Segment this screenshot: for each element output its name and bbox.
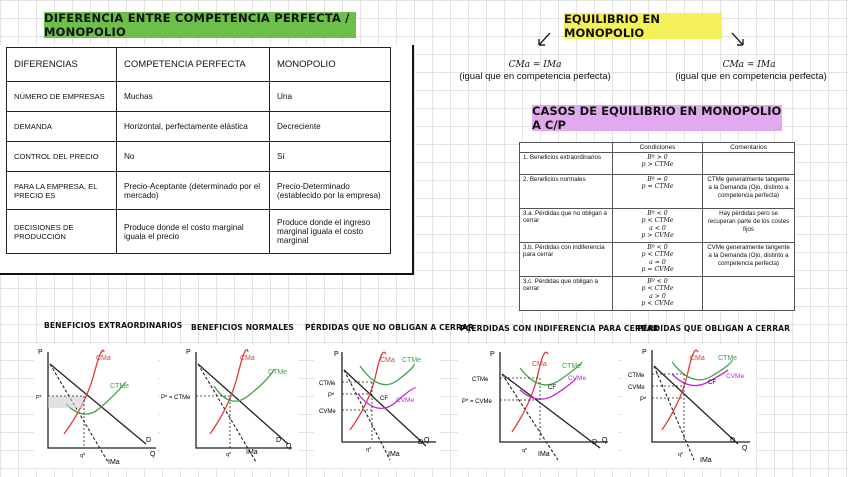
cell-firms-pc: Muchas: [117, 82, 270, 112]
case-conditions: Bº > 0 p > CTMe: [613, 153, 703, 175]
svg-text:CVMe: CVMe: [628, 385, 645, 391]
header-monopoly: MONOPOLIO: [270, 48, 391, 82]
svg-text:P: P: [642, 349, 647, 356]
svg-text:CF: CF: [380, 396, 388, 402]
row-label-firms: NÚMERO DE EMPRESAS: [7, 82, 117, 112]
svg-text:q*: q*: [522, 448, 528, 454]
svg-text:q*: q*: [366, 447, 372, 453]
row-label-price-control: CONTROL DEL PRECIO: [7, 142, 117, 172]
svg-text:CTMe: CTMe: [562, 363, 582, 370]
case-conditions: Bº < 0 p < CTMe a < 0 p > CVMe: [613, 209, 703, 243]
case-comment: [703, 277, 795, 311]
arrow-left-icon: [534, 30, 554, 50]
case-conditions: Bº = 0 p = CTMe: [613, 175, 703, 209]
svg-text:CMa: CMa: [532, 361, 547, 368]
svg-text:P: P: [334, 351, 339, 358]
svg-text:CMa: CMa: [96, 355, 111, 362]
case-comment: [703, 153, 795, 175]
case-conditions: Bº < 0 p < CTMe a = 0 p = CVMe: [613, 243, 703, 277]
arrow-right-icon: [728, 30, 748, 50]
case-name: 2. Beneficios normales: [520, 175, 613, 209]
graph-title-3: PÉRDIDAS QUE NO OBLIGAN A CERRAR: [305, 323, 474, 332]
case-comment: Hay pérdidas pero se recuperan parte de los costes fijos: [703, 209, 795, 243]
graph-title-1: BENEFICIOS EXTRAORDINARIOS: [44, 321, 183, 330]
svg-text:P: P: [38, 349, 43, 356]
graph-title-5: PÉRDIDAS QUE OBLIGAN A CERRAR: [637, 324, 791, 333]
svg-text:P*: P*: [640, 397, 647, 403]
case-comment: CVMe generalmente tangente a la Demanda (Ojo, distinto a competencia perfecta): [703, 243, 795, 277]
case-conditions: Bº < 0 p < CTMe a > 0 p < CVMe: [613, 277, 703, 311]
svg-text:IMa: IMa: [246, 449, 258, 456]
cell-production-mono: Produce donde el ingreso marginal iguala el costo marginal: [270, 210, 391, 254]
cell-firms-mono: Una: [270, 82, 391, 112]
svg-text:CMa: CMa: [240, 355, 255, 362]
header-differences: DIFERENCIAS: [7, 48, 117, 82]
case-comment: CTMe generalmente tangente a la Demanda (Ojo, distinto a competencia perfecta): [703, 175, 795, 209]
cell-price-type-pc: Precio-Aceptante (determinado por el mercado): [117, 172, 270, 210]
case-name: 1. Beneficios extraordinarios: [520, 153, 613, 175]
svg-text:q*: q*: [678, 452, 684, 458]
row-label-price-type: PARA LA EMPRESA, EL PRECIO ES: [7, 172, 117, 210]
svg-text:CTMe: CTMe: [628, 373, 645, 379]
svg-text:CVMe: CVMe: [568, 375, 587, 382]
equation-left: CMa = IMa: [508, 60, 562, 70]
svg-text:Q: Q: [602, 437, 608, 444]
svg-text:CVMe: CVMe: [726, 373, 745, 380]
row-label-demand: DEMANDA: [7, 112, 117, 142]
svg-text:CTMe: CTMe: [319, 381, 336, 387]
graph-losses-no-shutdown: [314, 344, 440, 468]
svg-text:Q: Q: [150, 451, 156, 458]
equation-right-note: (igual que en competencia perfecta): [675, 71, 827, 82]
svg-text:CTMe: CTMe: [402, 357, 422, 364]
svg-text:CMa: CMa: [690, 355, 705, 362]
svg-text:CVMe: CVMe: [396, 397, 415, 404]
svg-text:P* = CTMe: P* = CTMe: [161, 395, 191, 401]
cases-header-comments: Comentarios: [703, 143, 795, 153]
cell-production-pc: Produce donde el costo marginal iguala el precio: [117, 210, 270, 254]
svg-text:P*: P*: [328, 393, 335, 399]
svg-text:CVMe: CVMe: [319, 409, 336, 415]
graph-losses-shutdown: [622, 344, 756, 468]
svg-text:q*: q*: [226, 452, 232, 458]
cases-title: CASOS DE EQUILIBRIO EN MONOPOLIO A C/P: [532, 104, 782, 132]
cell-demand-pc: Horizontal, perfectamente elástica: [117, 112, 270, 142]
graph-extraordinary-profits: [34, 344, 158, 468]
graph-title-4: PÇERDIDAS CON INDIFERENCIA PARA CERRAR: [460, 324, 659, 333]
svg-text:Q: Q: [286, 443, 292, 450]
svg-text:P: P: [490, 351, 495, 358]
comparison-table: [6, 47, 391, 254]
svg-text:IMa: IMa: [700, 457, 712, 464]
equation-right: CMa = IMa: [722, 60, 776, 70]
equilibrium-title: EQUILIBRIO EN MONOPOLIO: [564, 13, 722, 39]
svg-text:P*: P*: [36, 395, 42, 401]
cell-demand-mono: Decreciente: [270, 112, 391, 142]
cell-price-control-mono: Sí: [270, 142, 391, 172]
cases-table: [519, 142, 795, 311]
header-perfect-competition: COMPETENCIA PERFECTA: [117, 48, 270, 82]
svg-text:P: P: [186, 349, 191, 356]
svg-text:D: D: [276, 437, 282, 444]
svg-text:CTMe: CTMe: [718, 355, 738, 362]
svg-text:Q: Q: [424, 437, 430, 444]
svg-text:IMa: IMa: [108, 459, 120, 466]
svg-text:CTMe: CTMe: [472, 377, 489, 383]
svg-text:q*: q*: [80, 453, 86, 459]
comparison-title: DIFERENCIA ENTRE COMPETENCIA PERFECTA / MONOPOLIO: [44, 12, 356, 38]
svg-text:D: D: [592, 439, 598, 446]
svg-text:D: D: [146, 437, 152, 444]
case-name: 3.b. Pérdidas con indiferencia para cerrar: [520, 243, 613, 277]
graph-normal-profits: [160, 344, 298, 468]
svg-text:CTMe: CTMe: [268, 369, 288, 376]
graph-losses-indifferent: [458, 344, 618, 468]
svg-text:D: D: [730, 437, 736, 444]
case-name: 3.c. Pérdidas que obligan a cerrar: [520, 277, 613, 311]
graph-title-2: BENEFICIOS NORMALES: [191, 323, 294, 332]
svg-text:IMa: IMa: [388, 451, 400, 458]
equation-left-note: (igual que en competencia perfecta): [459, 71, 611, 82]
case-name: 3.a. Pérdidas que no obligan a cerrar: [520, 209, 613, 243]
svg-text:Q: Q: [742, 445, 748, 452]
svg-text:D: D: [418, 439, 424, 446]
svg-text:CTMe: CTMe: [110, 383, 130, 390]
svg-text:CF: CF: [548, 385, 556, 391]
cases-header-blank: [520, 143, 613, 153]
svg-text:CF: CF: [708, 380, 716, 386]
svg-text:IMa: IMa: [538, 451, 550, 458]
cell-price-control-pc: No: [117, 142, 270, 172]
cases-header-conditions: Condiciones: [613, 143, 703, 153]
row-label-production: DECISIONES DE PRODUCCIÓN: [7, 210, 117, 254]
svg-text:CMa: CMa: [380, 357, 395, 364]
cell-price-type-mono: Precio-Determinado (establecido por la empresa): [270, 172, 391, 210]
svg-text:P* = CVMe: P* = CVMe: [462, 399, 492, 405]
